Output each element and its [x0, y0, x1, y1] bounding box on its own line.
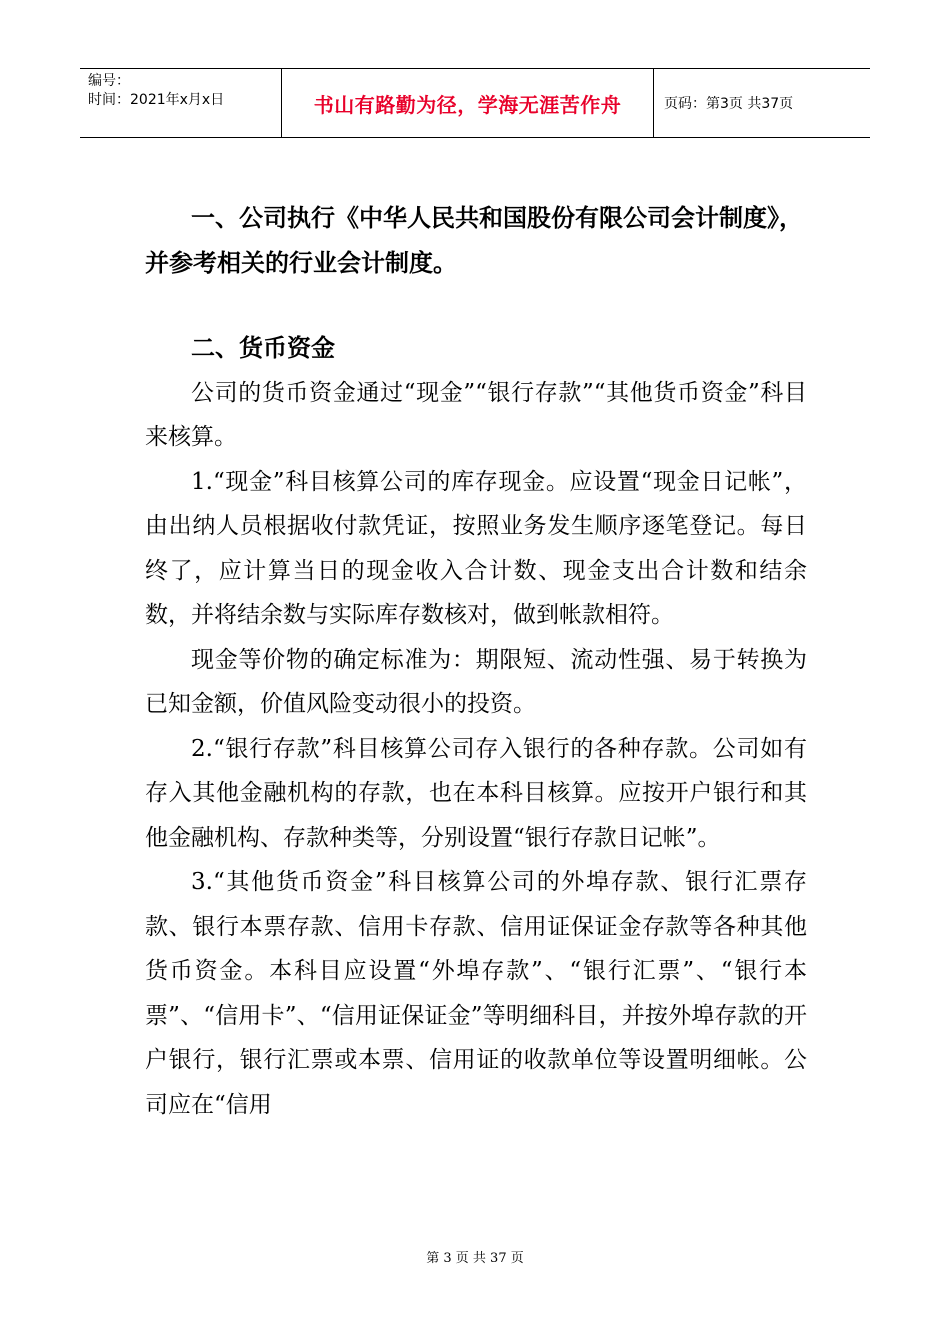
page-footer: 第 3 页 共 37 页: [426, 1251, 524, 1266]
header-page-info: 页码：第3页 共37页: [664, 96, 794, 112]
page-header: [80, 68, 870, 138]
paragraph: 现金等价物的确定标准为：期限短、流动性强、易于转换为已知金额，价值风险变动很小的投资。: [145, 646, 807, 717]
paragraph: 公司的货币资金通过“现金”“银行存款”“其他货币资金”科目来核算。: [145, 379, 807, 450]
document-body: [145, 196, 807, 1127]
header-motto: 书山有路勤为径，学海无涯苦作舟: [282, 69, 654, 137]
paragraph: 3.“其他货币资金”科目核算公司的外埠存款、银行汇票存款、银行本票存款、信用卡存款、信用证保证金存款等各种其他货币资金。本科目应设置“外埠存款”、“银行汇票”、“银行本票”、“信用卡”、“信用证保证金”等明细科目，并按外埠存款的开户银行，银行汇票或本票、信用证的收款单位等设置明细帐。公司应在“信用: [145, 869, 807, 1118]
doc-time-label: 时间：2021年x月x日: [88, 92, 225, 108]
paragraph: 2.“银行存款”科目核算公司存入银行的各种存款。公司如有存入其他金融机构的存款，也在本科目核算。应按开户银行和其他金融机构、存款种类等，分别设置“银行存款日记帐”。: [145, 735, 807, 851]
header-meta: [80, 69, 282, 137]
paragraph: 1.“现金”科目核算公司的库存现金。应设置“现金日记帐”，由出纳人员根据收付款凭证，按照业务发生顺序逐笔登记。每日终了，应计算当日的现金收入合计数、现金支出合计数和结余数，并将结余数与实际库存数核对，做到帐款相符。: [145, 468, 807, 628]
doc-number-label: 编号：: [88, 73, 130, 89]
section-2-heading: 二、货币资金: [191, 334, 335, 362]
section-1-heading: 一、公司执行《中华人民共和国股份有限公司会计制度》，并参考相关的行业会计制度。: [145, 204, 803, 277]
